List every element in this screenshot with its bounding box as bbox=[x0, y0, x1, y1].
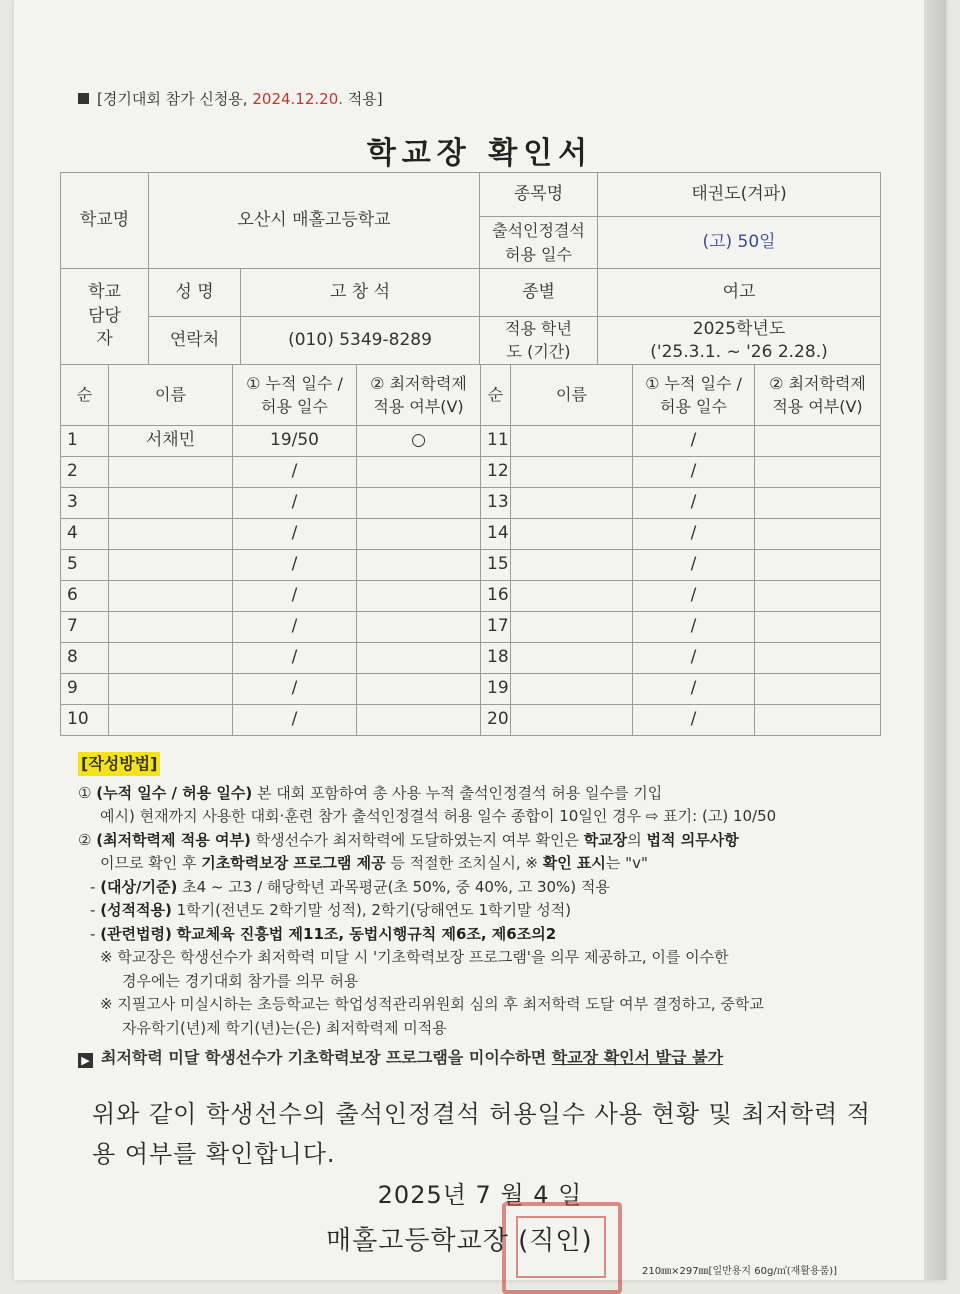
header-min-2: ② 최저학력제 적용 여부(V) bbox=[755, 365, 881, 426]
roster-no: 13 bbox=[481, 488, 511, 519]
roster-days: / bbox=[233, 674, 357, 705]
roster-min bbox=[357, 550, 481, 581]
roster-name bbox=[109, 705, 233, 736]
roster-name bbox=[109, 612, 233, 643]
roster-min bbox=[755, 705, 881, 736]
year-value-cell bbox=[598, 317, 881, 365]
roster-name bbox=[511, 519, 633, 550]
header-min: ② 최저학력제 적용 여부(V) bbox=[357, 365, 481, 426]
roster-days: / bbox=[233, 581, 357, 612]
writing-guide bbox=[78, 752, 888, 1070]
roster-name bbox=[511, 643, 633, 674]
roster-no: 4 bbox=[61, 519, 109, 550]
signer: 매홀고등학교장 (직인) bbox=[326, 1226, 593, 1256]
event-value: 태권도(겨파) bbox=[598, 173, 881, 217]
guide-note-2-line2: 자유학기(년)제 학기(년)는(은) 최저학력제 미적용 bbox=[122, 1018, 447, 1037]
issue-date: 2025년 7 월 4 일 bbox=[377, 1181, 583, 1209]
school-label: 학교명 bbox=[61, 173, 149, 269]
contact-value: (010) 5349-8289 bbox=[241, 317, 480, 365]
header-days: ① 누적 일수 / 허용 일수 bbox=[233, 365, 357, 426]
table-row bbox=[61, 612, 881, 643]
table-row bbox=[61, 426, 881, 457]
roster-name bbox=[109, 519, 233, 550]
roster-no: 9 bbox=[61, 674, 109, 705]
roster-days: / bbox=[233, 612, 357, 643]
roster-no: 11 bbox=[481, 426, 511, 457]
top-note-date: 2024.12.20. bbox=[252, 90, 344, 108]
roster-days: / bbox=[233, 519, 357, 550]
roster-days: / bbox=[633, 612, 755, 643]
header-name: 이름 bbox=[109, 365, 233, 426]
table-row bbox=[61, 643, 881, 674]
roster-name bbox=[109, 643, 233, 674]
header-days-2: ① 누적 일수 / 허용 일수 bbox=[633, 365, 755, 426]
roster-name bbox=[511, 705, 633, 736]
guide-note-1-line2: 경우에는 경기대회 참가를 의무 허용 bbox=[122, 971, 359, 990]
guide-item-2: ② (최저학력제 적용 여부) 학생선수가 최저학력에 도달하였는지 여부 확인은 학교장의 법적 의무사항 bbox=[78, 830, 739, 849]
roster-name bbox=[109, 581, 233, 612]
roster-min bbox=[357, 488, 481, 519]
roster-min bbox=[755, 519, 881, 550]
roster-days: / bbox=[633, 674, 755, 705]
table-row bbox=[61, 581, 881, 612]
guide-item-2-line2: 이므로 확인 후 기초학력보장 프로그램 제공 등 적절한 조치실시, ※ 확인 표시는 "v" bbox=[100, 854, 648, 872]
roster-no: 2 bbox=[61, 457, 109, 488]
roster-min bbox=[755, 457, 881, 488]
year-value: 2025학년도 bbox=[692, 318, 786, 339]
roster-days: / bbox=[233, 457, 357, 488]
guide-sub-3: - (관련법령) 학교체육 진흥법 제11조, 동법시행규칙 제6조, 제6조의2 bbox=[90, 924, 557, 943]
warning-underlined: 학교장 확인서 발급 불가 bbox=[551, 1048, 724, 1067]
allowed-days-label: 출석인정결석 허용 일수 bbox=[480, 217, 598, 269]
roster-no: 5 bbox=[61, 550, 109, 581]
roster-no: 19 bbox=[481, 674, 511, 705]
paper-spec: 210㎜×297㎜[일반용지 60g/㎡(재활용품)] bbox=[642, 1266, 838, 1277]
roster-no: 18 bbox=[481, 643, 511, 674]
roster-name bbox=[109, 674, 233, 705]
roster-days: / bbox=[633, 705, 755, 736]
roster-days: / bbox=[633, 643, 755, 674]
header-name-2: 이름 bbox=[511, 365, 633, 426]
roster-body bbox=[61, 426, 881, 736]
table-row bbox=[61, 550, 881, 581]
guide-item-1: ① (누적 일수 / 허용 일수) 본 대회 포함하여 총 사용 누적 출석인정결석 허용 일수를 기입 bbox=[78, 783, 663, 802]
roster-name bbox=[511, 550, 633, 581]
roster-min bbox=[357, 457, 481, 488]
roster-no: 7 bbox=[61, 612, 109, 643]
roster-table bbox=[60, 364, 881, 736]
guide-warning: ▶ 최저학력 미달 학생선수가 기초학력보장 프로그램을 미이수하면 학교장 확인서 발급 불가 bbox=[78, 1046, 888, 1070]
roster-name bbox=[511, 581, 633, 612]
school-value: 오산시 매홀고등학교 bbox=[149, 173, 480, 269]
event-label: 종목명 bbox=[480, 173, 598, 217]
roster-no: 12 bbox=[481, 457, 511, 488]
roster-min bbox=[357, 705, 481, 736]
roster-name bbox=[109, 488, 233, 519]
roster-min bbox=[357, 674, 481, 705]
roster-days: / bbox=[633, 457, 755, 488]
roster-no: 1 bbox=[61, 426, 109, 457]
roster-days: / bbox=[233, 643, 357, 674]
header-no-2: 순 bbox=[481, 365, 511, 426]
table-row bbox=[61, 488, 881, 519]
roster-min bbox=[755, 643, 881, 674]
info-table bbox=[60, 172, 881, 365]
table-row bbox=[61, 457, 881, 488]
type-label: 종별 bbox=[480, 269, 598, 317]
confirmation-text: 위와 같이 학생선수의 출석인정결석 허용일수 사용 현황 및 최저학력 적용 여부를 확인합니다. bbox=[92, 1100, 871, 1168]
roster-name bbox=[511, 674, 633, 705]
roster-header bbox=[61, 365, 881, 426]
guide-item-1-example: 예시) 현재까지 사용한 대회·훈련 참가 출석인정결석 허용 일수 종합이 10일인 경우 ⇨ 표기: (고) 10/50 bbox=[100, 807, 777, 825]
year-period: ('25.3.1. ~ '26 2.28.) bbox=[650, 341, 828, 362]
roster-days: / bbox=[633, 519, 755, 550]
roster-name bbox=[511, 612, 633, 643]
roster-min bbox=[357, 519, 481, 550]
roster-min bbox=[755, 426, 881, 457]
roster-name bbox=[511, 488, 633, 519]
roster-min bbox=[755, 550, 881, 581]
roster-min bbox=[357, 643, 481, 674]
roster-no: 17 bbox=[481, 612, 511, 643]
square-bullet-icon bbox=[78, 93, 89, 104]
roster-days: / bbox=[233, 550, 357, 581]
roster-days: / bbox=[633, 426, 755, 457]
roster-min bbox=[755, 612, 881, 643]
roster-days: / bbox=[233, 488, 357, 519]
table-row bbox=[61, 674, 881, 705]
document-page bbox=[14, 0, 946, 1280]
roster-name: 서채민 bbox=[109, 426, 233, 457]
table-row bbox=[61, 519, 881, 550]
roster-no: 16 bbox=[481, 581, 511, 612]
roster-min bbox=[755, 674, 881, 705]
roster-no: 15 bbox=[481, 550, 511, 581]
page-title: 학교장 확인서 bbox=[366, 136, 594, 171]
roster-name bbox=[511, 426, 633, 457]
top-note: [경기대회 참가 신청용, 2024.12.20. 적용] bbox=[78, 88, 383, 109]
roster-days: 19/50 bbox=[233, 426, 357, 457]
roster-days: / bbox=[633, 488, 755, 519]
roster-name bbox=[511, 457, 633, 488]
year-label: 적용 학년도 (기간) bbox=[480, 317, 598, 365]
guide-sub-2: - (성적적용) 1학기(전년도 2학기말 성적), 2학기(당해연도 1학기말 성적) bbox=[90, 901, 572, 919]
roster-no: 8 bbox=[61, 643, 109, 674]
table-row bbox=[61, 705, 881, 736]
roster-min bbox=[755, 581, 881, 612]
type-value: 여고 bbox=[598, 269, 881, 317]
roster-min bbox=[357, 581, 481, 612]
guide-heading: [작성방법] bbox=[78, 752, 160, 776]
guide-note-1-line1: ※ 학교장은 학생선수가 최저학력 미달 시 '기초학력보장 프로그램'을 의무 제공하고, 이를 이수한 bbox=[100, 948, 729, 966]
allowed-days-value: (고) 50일 bbox=[598, 217, 881, 269]
manager-label: 학교 담당자 bbox=[61, 269, 149, 365]
arrow-box-icon: ▶ bbox=[78, 1053, 93, 1068]
roster-no: 6 bbox=[61, 581, 109, 612]
roster-min bbox=[755, 488, 881, 519]
roster-no: 20 bbox=[481, 705, 511, 736]
name-value: 고 창 석 bbox=[241, 269, 480, 317]
roster-no: 3 bbox=[61, 488, 109, 519]
roster-no: 14 bbox=[481, 519, 511, 550]
guide-sub-1: - (대상/기준) 초4 ~ 고3 / 해당학년 과목평균(초 50%, 중 40%, 고 30%) 적용 bbox=[90, 877, 610, 896]
roster-min: ○ bbox=[357, 426, 481, 457]
roster-days: / bbox=[233, 705, 357, 736]
roster-min bbox=[357, 612, 481, 643]
roster-days: / bbox=[633, 550, 755, 581]
contact-label: 연락처 bbox=[149, 317, 241, 365]
guide-note-2-line1: ※ 지필고사 미실시하는 초등학교는 학업성적관리위원회 심의 후 최저학력 도달 여부 결정하고, 중학교 bbox=[100, 995, 764, 1013]
roster-name bbox=[109, 550, 233, 581]
roster-no: 10 bbox=[61, 705, 109, 736]
name-label: 성 명 bbox=[149, 269, 241, 317]
roster-days: / bbox=[633, 581, 755, 612]
page-edge bbox=[924, 0, 946, 1280]
roster-name bbox=[109, 457, 233, 488]
header-no: 순 bbox=[61, 365, 109, 426]
